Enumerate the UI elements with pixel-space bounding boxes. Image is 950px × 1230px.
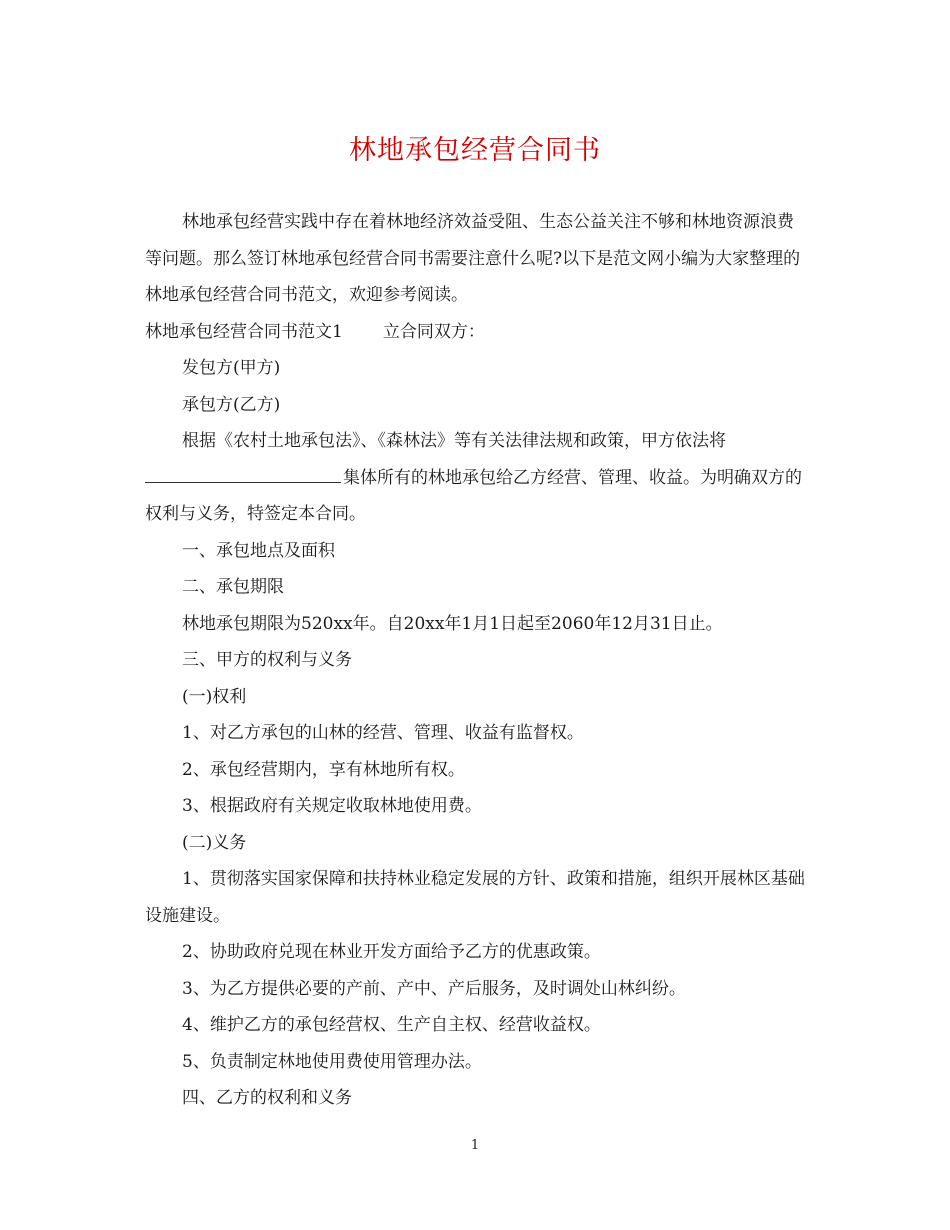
duty-item-2: 2、协助政府兑现在林业开发方面给予乙方的优惠政策。 xyxy=(182,942,601,962)
duty-item-1: 1、贯彻落实国家保障和扶持林业稳定发展的方针、政策和措施，组织开展林区基础设施建设。 xyxy=(145,869,805,926)
party-a: 发包方(甲方) xyxy=(182,358,281,378)
sample-heading-line xyxy=(145,314,810,351)
party-b: 承包方(乙方) xyxy=(182,394,281,415)
page-number: 1 xyxy=(470,1138,480,1153)
document-title: 林地承包经营合同书 xyxy=(349,135,601,166)
section-heading-3: 三、甲方的权利与义务 xyxy=(182,650,352,670)
duty-item-4: 4、维护乙方的承包经营权、生产自主权、经营收益权。 xyxy=(182,1015,601,1035)
blank-fill-line xyxy=(145,463,341,483)
term-paragraph: 林地承包期限为520xx年。自20xx年1月1日起至2060年12月31日止。 xyxy=(182,613,723,634)
right-item-2: 2、承包经营期内，享有林地所有权。 xyxy=(182,759,465,780)
section-heading-1: 一、承包地点及面积 xyxy=(182,540,335,561)
basis-text-part1: 根据《农村土地承包法》、《森林法》等有关法律法规和政策，甲方依法将 xyxy=(182,431,726,451)
rights-label: (一)权利 xyxy=(182,686,247,707)
right-item-1: 1、对乙方承包的山林的经营、管理、收益有监督权。 xyxy=(182,723,584,743)
basis-paragraph xyxy=(145,423,810,533)
duty-item-3: 3、为乙方提供必要的产前、产中、产后服务，及时调处山林纠纷。 xyxy=(182,978,686,999)
sample-heading: 林地承包经营合同书范文1 xyxy=(145,321,343,342)
document-body xyxy=(145,204,810,1117)
section-heading-2: 二、承包期限 xyxy=(182,577,284,597)
section-heading-4: 四、乙方的权利和义务 xyxy=(182,1088,352,1108)
duty-item-5: 5、负责制定林地使用费使用管理办法。 xyxy=(182,1051,482,1072)
basis-text-part2: 集体所有的林地承包给乙方经营、管理、收益。为明确双方的权利与义务，特签定本合同。 xyxy=(145,467,802,524)
right-item-3: 3、根据政府有关规定收取林地使用费。 xyxy=(182,796,482,816)
parties-label: 立合同双方： xyxy=(382,321,485,342)
duties-label: (二)义务 xyxy=(182,832,247,853)
intro-paragraph: 林地承包经营实践中存在着林地经济效益受阻、生态公益关注不够和林地资源浪费等问题。那么签订林地承包经营合同书需要注意什么呢?以下是范文网小编为大家整理的林地承包经营合同书范文，欢迎参考阅读。 xyxy=(145,212,801,305)
